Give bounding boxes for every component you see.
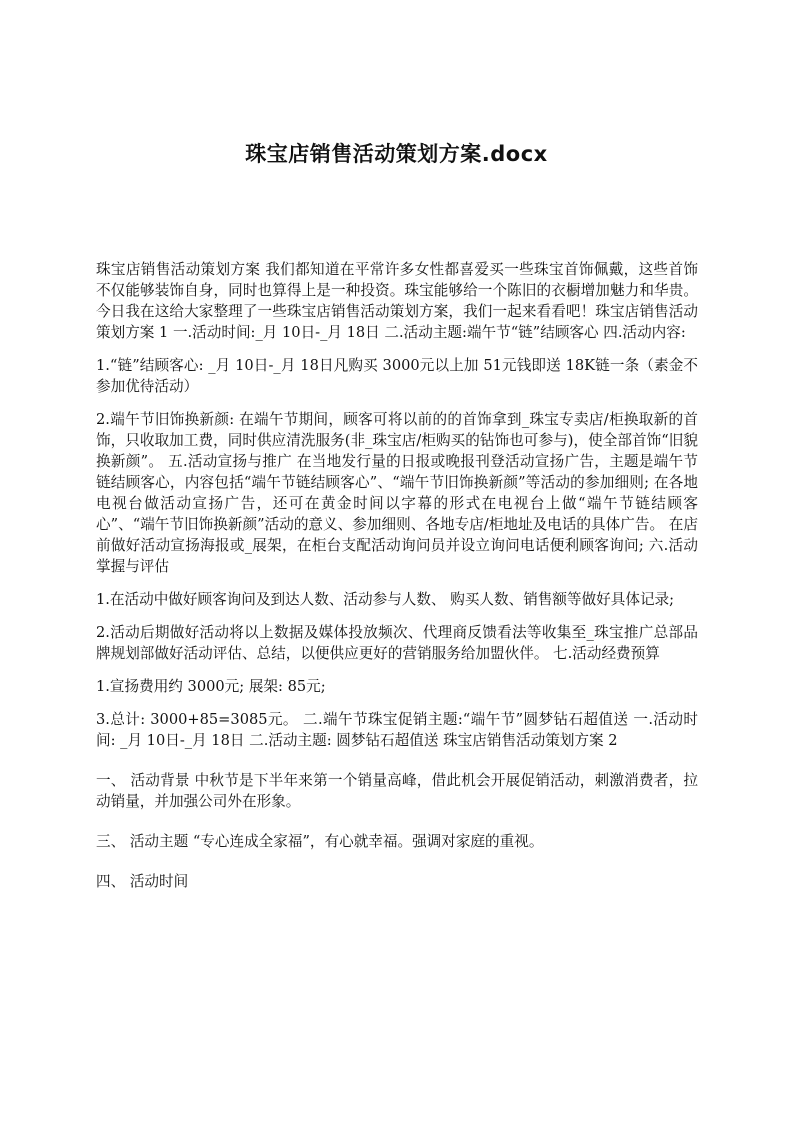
paragraph-background: 一、 活动背景 中秋节是下半年来第一个销量高峰，借此机会开展促销活动，刺激消费者，拉动销量，并加强公司外在形象。	[96, 772, 698, 810]
paragraph-trade-in: 2.端午节旧饰换新颜: 在端午节期间，顾客可将以前的的首饰拿到_珠宝专卖店/柜换取新的首饰，只收取加工费，同时供应清洗服务(非_珠宝店/柜购买的钻饰也可参与)，使全部首饰“旧貌换新颜”。 五.活动宣扬与推广 在当地发行量的日报或晚报刊登活动宣扬广告，主题是端午节链结顾客心，内容包括“端午节链结顾客心”、“端午节旧饰换新颜”等活动的参加细则; 在各地电视台做活动宣扬广告，还可在黄金时间以字幕的形式在电视台上做“端午节链结顾客心”、“端午节旧饰换新颜”活动的意义、参加细则、各地专店/柜地址及电话的具体广告。 在店前做好活动宣扬海报或_展架，在柜台支配活动询问员并设立询问电话便利顾客询问; 六.活动掌握与评估	[96, 411, 698, 575]
document-title: 珠宝店销售活动策划方案.docx	[245, 142, 548, 166]
paragraph-total: 3.总计: 3000+85=3085元。 二.端午节珠宝促销主题:“端午节”圆梦钻石超值送 一.活动时间: _月 10日-_月 18日 二.活动主题: 圆梦钻石超值送 珠宝店销售活动策划方案 2	[96, 711, 698, 749]
paragraph-theme: 三、 活动主题 “专心连成全家福”，有心就幸福。强调对家庭的重视。	[96, 833, 544, 850]
paragraph-budget: 1.宣扬费用约 3000元; 展架: 85元;	[96, 678, 326, 695]
paragraph-activity-record: 1.在活动中做好顾客询问及到达人数、活动参与人数、 购买人数、销售额等做好具体记录;	[96, 591, 675, 608]
paragraph-intro: 珠宝店销售活动策划方案 我们都知道在平常许多女性都喜爱买一些珠宝首饰佩戴，这些首饰不仅能够装饰自身，同时也算得上是一种投资。珠宝能够给一个陈旧的衣橱增加魅力和华贵。今日我在这给大家整理了一些珠宝店销售活动策划方案，我们一起来看看吧！珠宝店销售活动策划方案 1 一.活动时间:_月 10日-_月 18日 二.活动主题:端午节“链”结顾客心 四.活动内容:	[96, 261, 698, 341]
document-body	[96, 259, 698, 904]
paragraph-chain-offer: 1.“链”结顾客心: _月 10日-_月 18日凡购买 3000元以上加 51元钱即送 18K链一条（素金不参加优待活动）	[96, 357, 698, 395]
paragraph-activity-evaluation: 2.活动后期做好活动将以上数据及媒体投放频次、代理商反馈看法等收集至_珠宝推广总部品牌规划部做好活动评估、总结，以便供应更好的营销服务给加盟伙伴。 七.活动经费预算	[96, 624, 698, 662]
paragraph-time: 四、 活动时间	[96, 873, 189, 890]
